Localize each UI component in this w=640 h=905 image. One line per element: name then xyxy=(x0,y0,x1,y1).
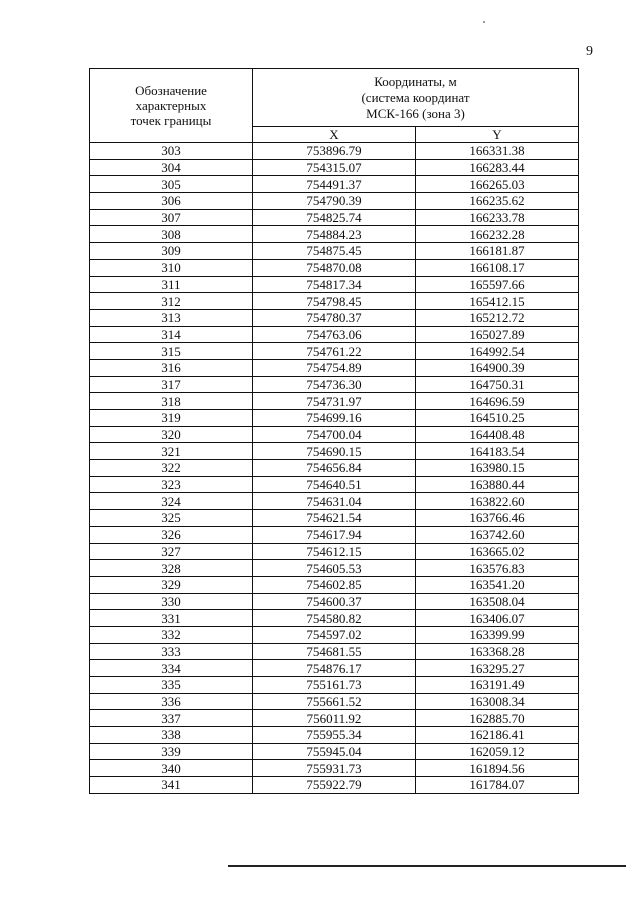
scan-speck xyxy=(483,21,485,23)
y-coordinate-cell: 163541.20 xyxy=(416,576,579,593)
point-cell: 311 xyxy=(90,276,253,293)
point-cell: 340 xyxy=(90,760,253,777)
point-cell: 321 xyxy=(90,443,253,460)
x-coordinate-cell: 754621.54 xyxy=(253,510,416,527)
point-cell: 315 xyxy=(90,343,253,360)
point-cell: 309 xyxy=(90,243,253,260)
y-coordinate-cell: 163399.99 xyxy=(416,626,579,643)
point-cell: 310 xyxy=(90,259,253,276)
x-coordinate-cell: 754491.37 xyxy=(253,176,416,193)
table-row xyxy=(90,410,579,427)
x-coordinate-cell: 755955.34 xyxy=(253,727,416,744)
y-coordinate-cell: 165412.15 xyxy=(416,293,579,310)
y-coordinate-cell: 163295.27 xyxy=(416,660,579,677)
x-coordinate-cell: 754612.15 xyxy=(253,543,416,560)
table-row xyxy=(90,543,579,560)
table-row xyxy=(90,693,579,710)
table-row xyxy=(90,710,579,727)
table-row xyxy=(90,326,579,343)
y-coordinate-cell: 162885.70 xyxy=(416,710,579,727)
y-coordinate-cell: 164900.39 xyxy=(416,359,579,376)
point-cell: 328 xyxy=(90,560,253,577)
y-coordinate-cell: 165212.72 xyxy=(416,309,579,326)
x-coordinate-cell: 754640.51 xyxy=(253,476,416,493)
y-coordinate-cell: 164408.48 xyxy=(416,426,579,443)
table-row xyxy=(90,727,579,744)
x-coordinate-cell: 754780.37 xyxy=(253,309,416,326)
point-header-line-2: характерных xyxy=(135,98,207,113)
table-row xyxy=(90,243,579,260)
x-coordinate-cell: 754798.45 xyxy=(253,293,416,310)
point-header-line-3: точек границы xyxy=(130,113,212,128)
table-row xyxy=(90,677,579,694)
x-coordinate-cell: 754631.04 xyxy=(253,493,416,510)
table-row xyxy=(90,343,579,360)
y-coordinate-cell: 162059.12 xyxy=(416,743,579,760)
y-coordinate-cell: 166283.44 xyxy=(416,159,579,176)
table-row xyxy=(90,443,579,460)
coords-header-line-2: (система координат xyxy=(361,89,470,105)
y-coordinate-cell: 163508.04 xyxy=(416,593,579,610)
y-coordinate-cell: 166235.62 xyxy=(416,193,579,210)
table-row xyxy=(90,476,579,493)
point-cell: 320 xyxy=(90,426,253,443)
y-coordinate-cell: 163576.83 xyxy=(416,560,579,577)
point-cell: 314 xyxy=(90,326,253,343)
table-row xyxy=(90,143,579,160)
point-header-line-1: Обозначение xyxy=(135,83,207,98)
point-cell: 318 xyxy=(90,393,253,410)
x-coordinate-cell: 754699.16 xyxy=(253,410,416,427)
table-row xyxy=(90,259,579,276)
table-row xyxy=(90,510,579,527)
y-coordinate-cell: 163191.49 xyxy=(416,677,579,694)
table-row xyxy=(90,276,579,293)
x-coordinate-cell: 754790.39 xyxy=(253,193,416,210)
point-cell: 335 xyxy=(90,677,253,694)
y-coordinate-cell: 164696.59 xyxy=(416,393,579,410)
coords-header-line-3: МСК-166 (зона 3) xyxy=(366,105,465,121)
table-row xyxy=(90,526,579,543)
table-row xyxy=(90,359,579,376)
table-row xyxy=(90,660,579,677)
x-coordinate-cell: 754605.53 xyxy=(253,560,416,577)
coordinates-table xyxy=(89,68,579,794)
point-cell: 312 xyxy=(90,293,253,310)
table-row xyxy=(90,643,579,660)
x-coordinate-cell: 754580.82 xyxy=(253,610,416,627)
table-row xyxy=(90,560,579,577)
y-coordinate-cell: 166181.87 xyxy=(416,243,579,260)
point-cell: 317 xyxy=(90,376,253,393)
x-coordinate-cell: 753896.79 xyxy=(253,143,416,160)
point-cell: 303 xyxy=(90,143,253,160)
point-designation-header xyxy=(90,69,253,143)
x-coordinate-cell: 755931.73 xyxy=(253,760,416,777)
y-coordinate-cell: 161784.07 xyxy=(416,777,579,794)
x-coordinate-cell: 754315.07 xyxy=(253,159,416,176)
point-cell: 331 xyxy=(90,610,253,627)
point-cell: 337 xyxy=(90,710,253,727)
y-coordinate-cell: 163822.60 xyxy=(416,493,579,510)
table-row xyxy=(90,576,579,593)
table-row xyxy=(90,460,579,477)
point-cell: 319 xyxy=(90,410,253,427)
y-coordinate-cell: 163665.02 xyxy=(416,543,579,560)
x-coordinate-cell: 754870.08 xyxy=(253,259,416,276)
point-cell: 322 xyxy=(90,460,253,477)
point-cell: 326 xyxy=(90,526,253,543)
x-coordinate-cell: 754681.55 xyxy=(253,643,416,660)
table-row xyxy=(90,376,579,393)
y-coordinate-cell: 163368.28 xyxy=(416,643,579,660)
x-column-header: X xyxy=(253,127,416,143)
y-coordinate-cell: 163406.07 xyxy=(416,610,579,627)
table-row xyxy=(90,193,579,210)
x-coordinate-cell: 754763.06 xyxy=(253,326,416,343)
point-cell: 316 xyxy=(90,359,253,376)
y-coordinate-cell: 163008.34 xyxy=(416,693,579,710)
table-row xyxy=(90,743,579,760)
x-coordinate-cell: 754825.74 xyxy=(253,209,416,226)
y-coordinate-cell: 164183.54 xyxy=(416,443,579,460)
y-coordinate-cell: 164992.54 xyxy=(416,343,579,360)
x-coordinate-cell: 754817.34 xyxy=(253,276,416,293)
point-cell: 305 xyxy=(90,176,253,193)
y-coordinate-cell: 161894.56 xyxy=(416,760,579,777)
point-cell: 324 xyxy=(90,493,253,510)
table-row xyxy=(90,176,579,193)
table-row xyxy=(90,760,579,777)
point-cell: 323 xyxy=(90,476,253,493)
point-cell: 330 xyxy=(90,593,253,610)
table-row xyxy=(90,626,579,643)
table-row xyxy=(90,593,579,610)
x-coordinate-cell: 754617.94 xyxy=(253,526,416,543)
page-number: 9 xyxy=(586,44,593,59)
x-coordinate-cell: 754690.15 xyxy=(253,443,416,460)
table-row xyxy=(90,293,579,310)
table-row xyxy=(90,493,579,510)
x-coordinate-cell: 754597.02 xyxy=(253,626,416,643)
x-coordinate-cell: 754875.45 xyxy=(253,243,416,260)
x-coordinate-cell: 754656.84 xyxy=(253,460,416,477)
table-row xyxy=(90,426,579,443)
point-cell: 327 xyxy=(90,543,253,560)
y-coordinate-cell: 166331.38 xyxy=(416,143,579,160)
coords-header-line-1: Координаты, м xyxy=(374,73,457,89)
y-coordinate-cell: 166233.78 xyxy=(416,209,579,226)
point-cell: 329 xyxy=(90,576,253,593)
point-cell: 306 xyxy=(90,193,253,210)
x-coordinate-cell: 754700.04 xyxy=(253,426,416,443)
y-coordinate-cell: 164510.25 xyxy=(416,410,579,427)
table-row xyxy=(90,159,579,176)
point-cell: 341 xyxy=(90,777,253,794)
x-coordinate-cell: 754731.97 xyxy=(253,393,416,410)
y-coordinate-cell: 162186.41 xyxy=(416,727,579,744)
x-coordinate-cell: 756011.92 xyxy=(253,710,416,727)
point-cell: 325 xyxy=(90,510,253,527)
table-row xyxy=(90,309,579,326)
x-coordinate-cell: 755661.52 xyxy=(253,693,416,710)
y-coordinate-cell: 165597.66 xyxy=(416,276,579,293)
x-coordinate-cell: 754754.89 xyxy=(253,359,416,376)
y-coordinate-cell: 163742.60 xyxy=(416,526,579,543)
y-coordinate-cell: 164750.31 xyxy=(416,376,579,393)
point-cell: 339 xyxy=(90,743,253,760)
bottom-rule xyxy=(228,865,626,867)
x-coordinate-cell: 755945.04 xyxy=(253,743,416,760)
table-row xyxy=(90,777,579,794)
table-row xyxy=(90,209,579,226)
coordinates-header xyxy=(253,69,579,127)
point-cell: 304 xyxy=(90,159,253,176)
point-cell: 307 xyxy=(90,209,253,226)
table-row xyxy=(90,610,579,627)
point-cell: 313 xyxy=(90,309,253,326)
table-row xyxy=(90,393,579,410)
point-cell: 334 xyxy=(90,660,253,677)
point-cell: 336 xyxy=(90,693,253,710)
y-coordinate-cell: 166108.17 xyxy=(416,259,579,276)
coordinates-rows xyxy=(90,143,579,794)
x-coordinate-cell: 754602.85 xyxy=(253,576,416,593)
y-coordinate-cell: 163766.46 xyxy=(416,510,579,527)
y-coordinate-cell: 165027.89 xyxy=(416,326,579,343)
point-cell: 338 xyxy=(90,727,253,744)
y-coordinate-cell: 166232.28 xyxy=(416,226,579,243)
point-cell: 333 xyxy=(90,643,253,660)
y-coordinate-cell: 163880.44 xyxy=(416,476,579,493)
x-coordinate-cell: 755161.73 xyxy=(253,677,416,694)
y-column-header: Y xyxy=(416,127,579,143)
x-coordinate-cell: 754876.17 xyxy=(253,660,416,677)
x-coordinate-cell: 754761.22 xyxy=(253,343,416,360)
x-coordinate-cell: 754736.30 xyxy=(253,376,416,393)
y-coordinate-cell: 163980.15 xyxy=(416,460,579,477)
x-coordinate-cell: 755922.79 xyxy=(253,777,416,794)
table-row xyxy=(90,226,579,243)
point-cell: 308 xyxy=(90,226,253,243)
x-coordinate-cell: 754600.37 xyxy=(253,593,416,610)
y-coordinate-cell: 166265.03 xyxy=(416,176,579,193)
x-coordinate-cell: 754884.23 xyxy=(253,226,416,243)
point-cell: 332 xyxy=(90,626,253,643)
